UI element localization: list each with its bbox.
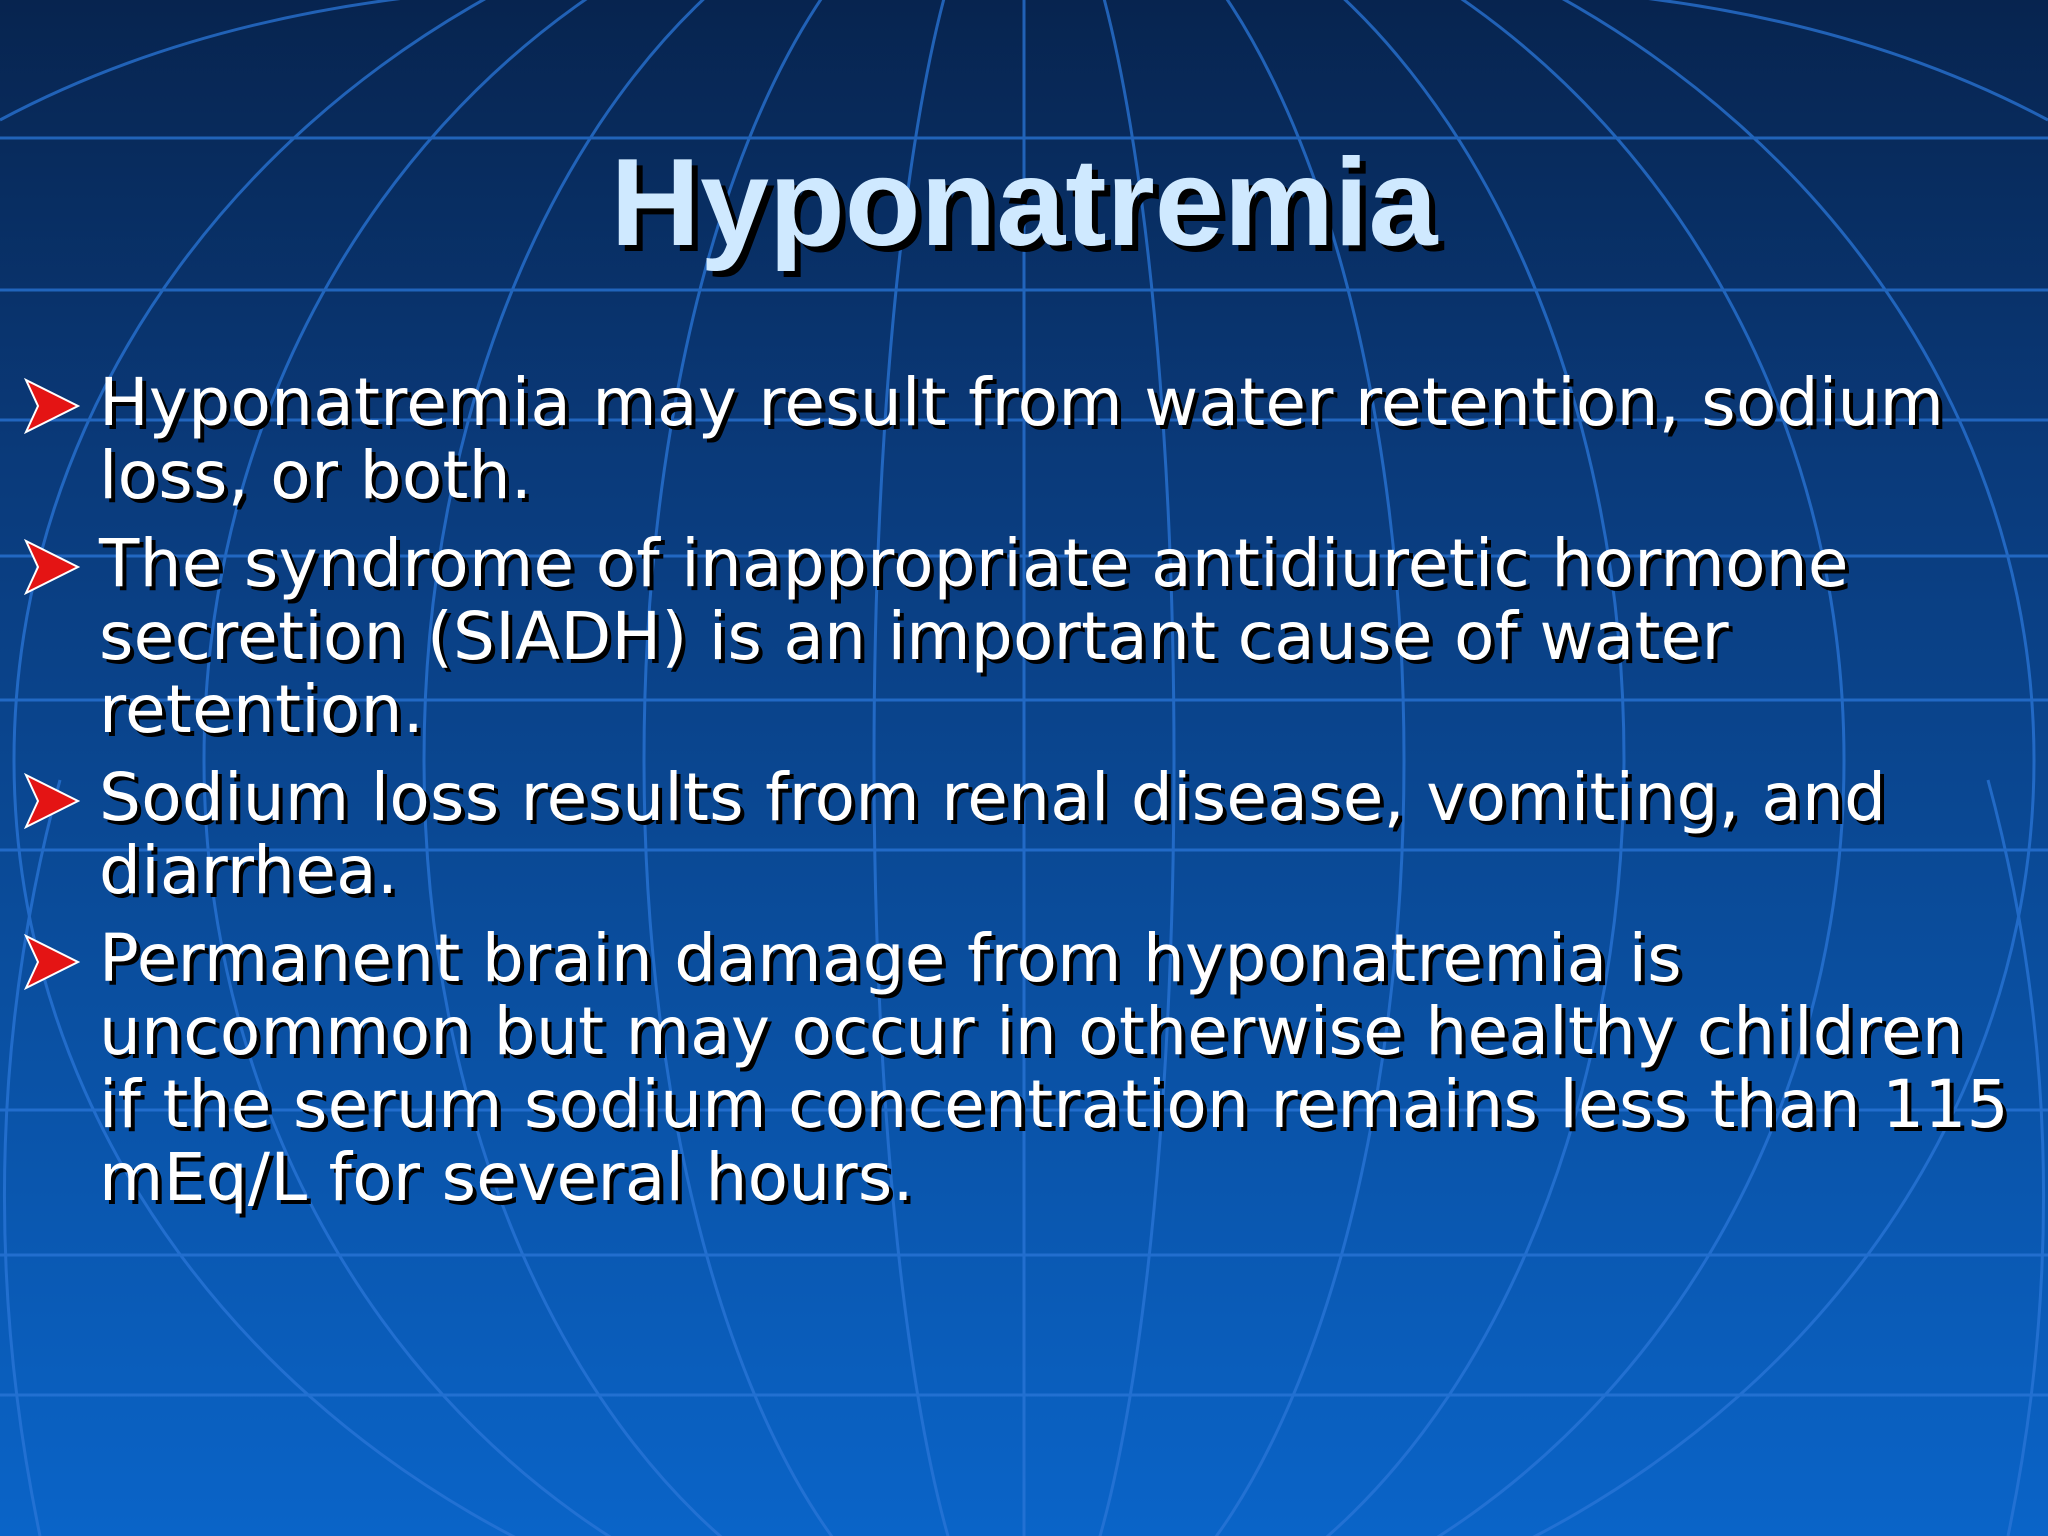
- red-arrowhead-icon: [24, 934, 80, 990]
- slide-title: Hyponatremia: [610, 134, 1438, 272]
- bullet-text: The syndrome of inappropriate antidiuretic hormone secretion (SIADH) is an important cause of water retention.: [99, 525, 1849, 748]
- bullet-item-siadh: [22, 527, 2012, 746]
- bullet-text: Permanent brain damage from hyponatremia is uncommon but may occur in otherwise healthy children if the serum sodium concentration remains less than 115 mEq/L for several hours.: [99, 920, 2009, 1216]
- red-arrowhead-icon: [24, 378, 80, 434]
- bullet-item-water-retention: [22, 366, 2012, 512]
- red-arrowhead-icon: [24, 539, 80, 595]
- bullet-text: Sodium loss results from renal disease, vomiting, and diarrhea.: [99, 759, 1887, 909]
- bullet-list: [22, 366, 2012, 1229]
- bullet-item-brain-damage: [22, 922, 2012, 1214]
- red-arrowhead-icon: [24, 773, 80, 829]
- bullet-text: Hyponatremia may result from water retention, sodium loss, or both.: [99, 364, 1945, 514]
- bullet-item-sodium-loss: [22, 761, 2012, 907]
